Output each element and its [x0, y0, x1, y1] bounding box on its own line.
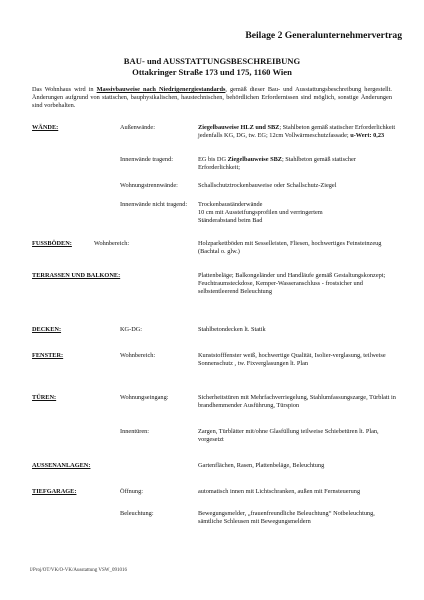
label-wohnungseingang: Wohnungseingang: — [120, 394, 169, 401]
intro-paragraph — [32, 86, 392, 109]
document-header: Beilage 2 Generalunternehmervertrag — [245, 30, 402, 41]
nicht-line-3: Ständerabstand beim Bad — [198, 216, 263, 224]
aussen-uwert: u-Wert: 0,23 — [350, 131, 385, 139]
heading-terrassen: TERRASSEN UND BALKONE: — [32, 272, 121, 279]
intro-part-1: Das Wohnhaus wird in — [32, 86, 97, 93]
text-beleuchtung: Bewegungsmelder, „frauenfreundliche Beleuchtung“ Notbeleuchtung, sämtliche Schleusen mit Bewegungsmeldern — [198, 510, 375, 525]
label-wohnungstrennwaende: Wohnungstrennwände: — [120, 182, 178, 189]
innen-text-1: EG bis DG — [198, 156, 228, 163]
title-line-2: Ottakringer Straße 173 und 175, 1160 Wien — [132, 66, 292, 77]
heading-tueren: TÜREN: — [32, 394, 57, 401]
label-oeffnung: Öffnung: — [120, 488, 143, 495]
nicht-line-1: Trockenbauständerwände — [198, 201, 263, 208]
aussen-bold: Ziegelbauweise HLZ und SBZ — [198, 124, 280, 131]
text-innentueren: Zargen, Türblätter mit/ohne Glasfüllung teilweise Schiebetüren lt. Plan, vorgesetzt — [198, 428, 379, 443]
text-oeffnung: automatisch innen mit Lichtschranken, außen mit Fernsteuerung — [198, 488, 361, 495]
intro-highlight: Massivbauweise nach Niedrigenergiestandards — [96, 86, 226, 93]
label-innenwaende-nicht-tragend: Innenwände nicht tragend: — [120, 201, 188, 208]
heading-fussboeden: FUSSBÖDEN: — [32, 240, 72, 247]
heading-waende: WÄNDE: — [32, 124, 59, 131]
text-decken: Stahlbetondecken lt. Statik — [198, 326, 266, 333]
aussen-text: ; Stahlbeton gemäß statischer Erforderlichkeit jedenfalls KG, DG, tw. EG; 12cm Vollwärmeschutzfassade; — [198, 124, 396, 139]
text-aussenanlagen: Gartenflächen, Rasen, Plattenbeläge, Beleuchtung — [198, 462, 325, 469]
label-wohnbereich-fenster: Wohnbereich: — [120, 352, 156, 359]
label-wohnbereich-fussboden: Wohnbereich: — [94, 240, 130, 247]
intro-part-2: , gemäß dieser Bau- und Ausstattungsbeschreibung hergestellt. Änderungen aufgrund von statischen, bauphysikalischen, haustechnischen, behördlichen Erfordernissen sind möglich, sonstige Änderungen sind vorbehalten. — [32, 86, 392, 109]
text-aussenwaende — [198, 124, 398, 140]
heading-fenster: FENSTER: — [32, 352, 64, 359]
document-footer: I/Proj/OT/VK/O-VK/Ausstattung VSW_091016 — [30, 568, 127, 573]
label-kg-dg: KG-DG: — [120, 326, 143, 333]
text-wohnungseingang: Sicherheitstüren mit Mehrfachverriegelung, Stahlumfassungszarge, Türblatt in brandhemmender Ausführung, Türspion — [198, 394, 396, 409]
label-innenwaende-tragend: Innenwände tragend: — [120, 156, 173, 163]
title-line-1: BAU- und AUSSTATTUNGSBESCHREIBUNG — [123, 56, 301, 66]
heading-decken: DECKEN: — [32, 326, 62, 333]
document-title — [0, 56, 424, 77]
text-wohnungstrennwaende: Schallschutztrockenbauweise oder Schallschutz-Ziegel — [198, 182, 337, 189]
nicht-line-2: 10 cm mit Aussteifungsprofilen und verringertem — [198, 208, 323, 216]
heading-tiefgarage: TIEFGARAGE: — [32, 488, 77, 495]
innen-text-2: ; Stahlbeton gemäß statischer Erforderlichkeit; — [198, 156, 356, 171]
text-terrassen: Plattenbeläge; Balkongeländer und Handläufe gemäß Gestaltungskonzept; Feuchtraumsteckdose, Kemper-Wasseranschluss - frostsicher und selbstentleerend Beleuchtung — [198, 272, 386, 295]
text-innenwaende-tragend — [198, 156, 398, 172]
label-innentueren: Innentüren: — [120, 428, 150, 435]
label-beleuchtung: Beleuchtung: — [120, 510, 154, 517]
text-fussboeden: Holzparkettböden mit Sesselleisten, Fliesen, hochwertiges Feinsteinzeug (Bachtal o. glw.) — [198, 240, 382, 255]
heading-aussenanlagen: AUSSENANLAGEN: — [32, 462, 91, 469]
label-aussenwaende: Außenwände: — [120, 124, 155, 131]
text-innenwaende-nicht-tragend — [198, 201, 398, 224]
innen-bold: Ziegelbauweise SBZ — [227, 156, 282, 163]
text-fenster: Kunststofffenster weiß, hochwertige Qualität, Isolier-verglasung, teilweise Sonnenschutz , tw. Fixverglasungen lt. Plan — [198, 352, 386, 367]
